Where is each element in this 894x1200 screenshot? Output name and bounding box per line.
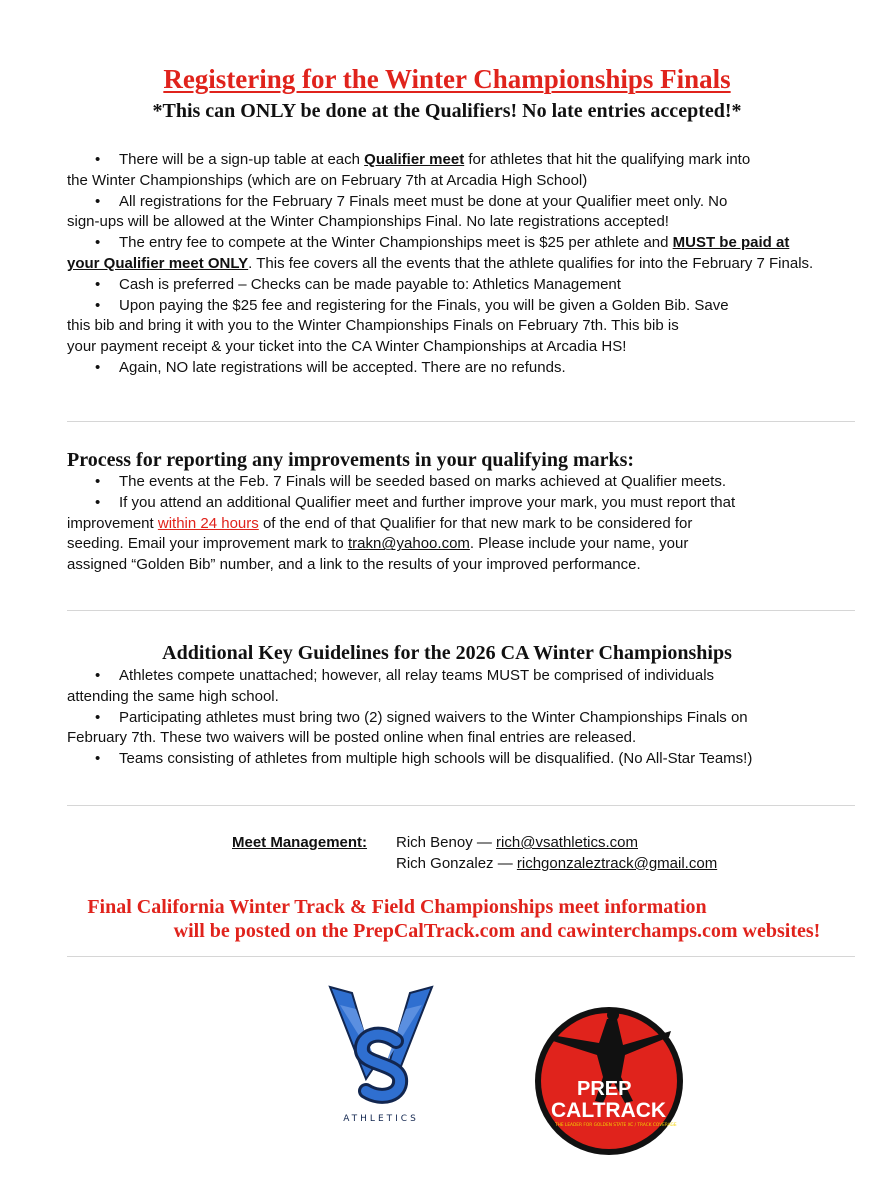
improvements-list (67, 472, 857, 576)
page-subtitle: *This can ONLY be done at the Qualifiers! No late entries accepted!* (152, 100, 742, 122)
vs-logo-text: ATHLETICS (343, 1114, 419, 1124)
bullet-icon: • (95, 275, 101, 293)
bullet-icon: • (95, 667, 101, 684)
list-item: • Participating athletes must bring two (2) signed waivers to the Winter Championships Finals on February 7th. These two waivers will be posted online when final entries are released. (67, 708, 748, 747)
qualifier-meet-emphasis: Qualifier meet (364, 151, 465, 168)
bullet-icon: • (95, 234, 101, 252)
divider (67, 610, 855, 611)
bullet-icon: • (95, 493, 101, 511)
list-item: • Athletes compete unattached; however, all relay teams MUST be comprised of individuals attending the same high school. (67, 667, 715, 705)
list-item: • The events at the Feb. 7 Finals will be seeded based on marks achieved at Qualifier meets. (67, 472, 857, 493)
guidelines-heading: Additional Key Guidelines for the 2026 CA Winter Championships (162, 642, 732, 664)
list-item: • The entry fee to compete at the Winter Championships meet is $25 per athlete and MUST be paid at your Qualifier meet ONLY. This fee covers all the events that the athlete qualifies for into the February 7 Finals. (67, 234, 814, 272)
prep-logo-text: PREP (577, 1078, 632, 1100)
vs-athletics-logo (322, 983, 440, 1129)
contact-row: Rich Gonzalez — richgonzaleztrack@gmail.com (396, 854, 718, 872)
deadline-emphasis: within 24 hours (157, 514, 259, 532)
email-link-benoy[interactable]: rich@vsathletics.com (496, 834, 638, 851)
email-link-trakn[interactable]: trakn@yahoo.com (347, 535, 470, 553)
list-item: • Teams consisting of athletes from multiple high schools will be disqualified. (No All-Star Teams!) (67, 749, 857, 770)
caltrack-logo-text: CALTRACK (551, 1099, 667, 1122)
divider (67, 805, 855, 806)
list-item: • If you attend an additional Qualifier meet and further improve your mark, you must report that improvement within 24 hours of the end of that Qualifier for that new mark to be considered for seeding. Email your improvement mark to trakn@yahoo.com. Please include your name, your assigned “Golden Bib” number, and a link to the results of your improved performance. (67, 493, 736, 574)
list-item: • Upon paying the $25 fee and registering for the Finals, you will be given a Golden Bib. Save this bib and bring it with you to the Winter Championships Finals on February 7th. This bib is your payment receipt & your ticket into the CA Winter Championships at Arcadia HS! (67, 296, 729, 356)
divider (67, 956, 855, 957)
bullet-icon: • (95, 151, 101, 168)
bullet-icon: • (95, 192, 101, 210)
final-note: Final California Winter Track & Field Championships meet information will be posted on the PrepCalTrack.com and cawinterchamps.com websites! (87, 896, 821, 942)
divider (67, 421, 855, 422)
registration-list (67, 150, 857, 379)
email-link-gonzalez[interactable]: richgonzaleztrack@gmail.com (516, 854, 718, 872)
list-item: • Cash is preferred – Checks can be made payable to: Athletics Management (67, 275, 857, 296)
prep-logo-tagline: THE LEADER FOR GOLDEN STATE XC / TRACK COVERAGE (555, 1123, 677, 1128)
prepcaltrack-logo (533, 1005, 685, 1157)
contact-row: Rich Benoy — rich@vsathletics.com (396, 834, 638, 851)
bullet-icon: • (95, 473, 101, 490)
list-item: • There will be a sign-up table at each Qualifier meet for athletes that hit the qualifying mark into the Winter Championships (which are on February 7th at Arcadia High School) (67, 151, 751, 189)
list-item: • All registrations for the February 7 Finals meet must be done at your Qualifier meet only. No sign-ups will be allowed at the Winter Championships Final. No late registrations accepted! (67, 192, 728, 231)
list-item: • Again, NO late registrations will be accepted. There are no refunds. (67, 358, 857, 379)
bullet-icon: • (95, 750, 101, 768)
meet-management-contacts (396, 833, 717, 875)
improvements-heading: Process for reporting any improvements in your qualifying marks: (67, 449, 635, 471)
meet-management-label: Meet Management: (232, 834, 368, 851)
bullet-icon: • (95, 296, 101, 314)
bullet-icon: • (95, 708, 101, 726)
page-title: Registering for the Winter Championships Finals (163, 64, 731, 94)
bullet-icon: • (95, 358, 101, 376)
guidelines-list (67, 666, 857, 770)
